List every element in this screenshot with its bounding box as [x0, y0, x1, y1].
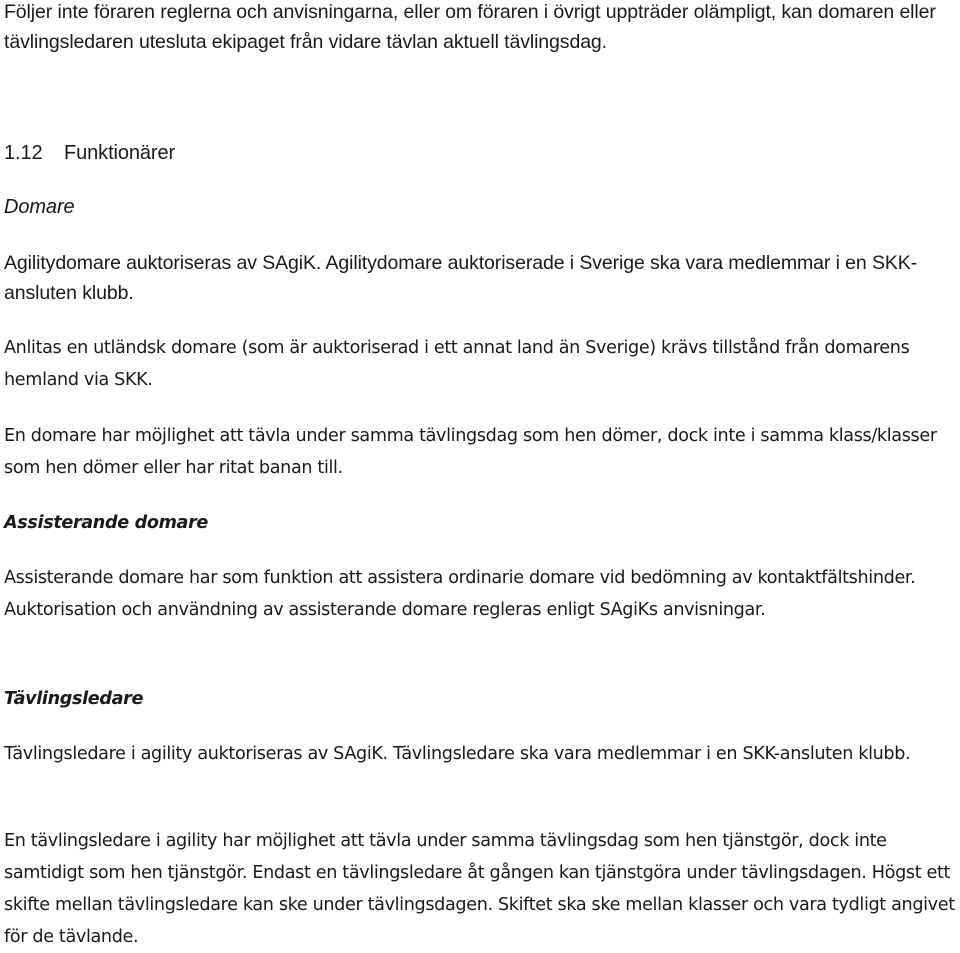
- assisterande-paragraph: Assisterande domare har som funktion att assistera ordinarie domare vid bedömning av kontaktfältshinder. Auktorisation och användning av assisterande domare regleras enligt SAgiKs anvisningar.: [4, 568, 916, 620]
- intro-paragraph: Följer inte föraren reglerna och anvisningarna, eller om föraren i övrigt uppträder olämpligt, kan domaren eller tävlingsledaren utesluta ekipaget från vidare tävlan aktuell tävlingsdag.: [4, 1, 936, 53]
- section-heading: [4, 138, 175, 168]
- section-title: Funktionärer: [64, 142, 176, 164]
- domare-paragraph-3: En domare har möjlighet att tävla under samma tävlingsdag som hen dömer, dock inte i samma klass/klasser som hen dömer eller har ritat banan till.: [4, 426, 937, 478]
- domare-paragraph-1: Agilitydomare auktoriseras av SAgiK. Agilitydomare auktoriserade i Sverige ska vara medlemmar i en SKK-ansluten klubb.: [4, 252, 918, 304]
- domare-paragraph-2: Anlitas en utländsk domare (som är auktoriserad i ett annat land än Sverige) krävs tillstånd från domarens hemland via SKK.: [4, 338, 910, 390]
- assisterande-heading: Assisterande domare: [4, 513, 208, 533]
- domare-heading: Domare: [4, 196, 75, 218]
- tavlingsledare-heading: Tävlingsledare: [4, 689, 144, 709]
- tavlingsledare-paragraph-1: Tävlingsledare i agility auktoriseras av SAgiK. Tävlingsledare ska vara medlemmar i en SKK-ansluten klubb.: [4, 744, 911, 764]
- section-number: 1.12: [4, 142, 43, 164]
- tavlingsledare-paragraph-2: En tävlingsledare i agility har möjlighet att tävla under samma tävlingsdag som hen tjänstgör, dock inte samtidigt som hen tjänstgör. Endast en tävlingsledare åt gången kan tjänstgöra under tävlingsdagen. Högst ett skifte mellan tävlingsledare kan ske under tävlingsdagen. Skiftet ska ske mellan klasser och vara tydligt angivet för de tävlande.: [4, 831, 955, 947]
